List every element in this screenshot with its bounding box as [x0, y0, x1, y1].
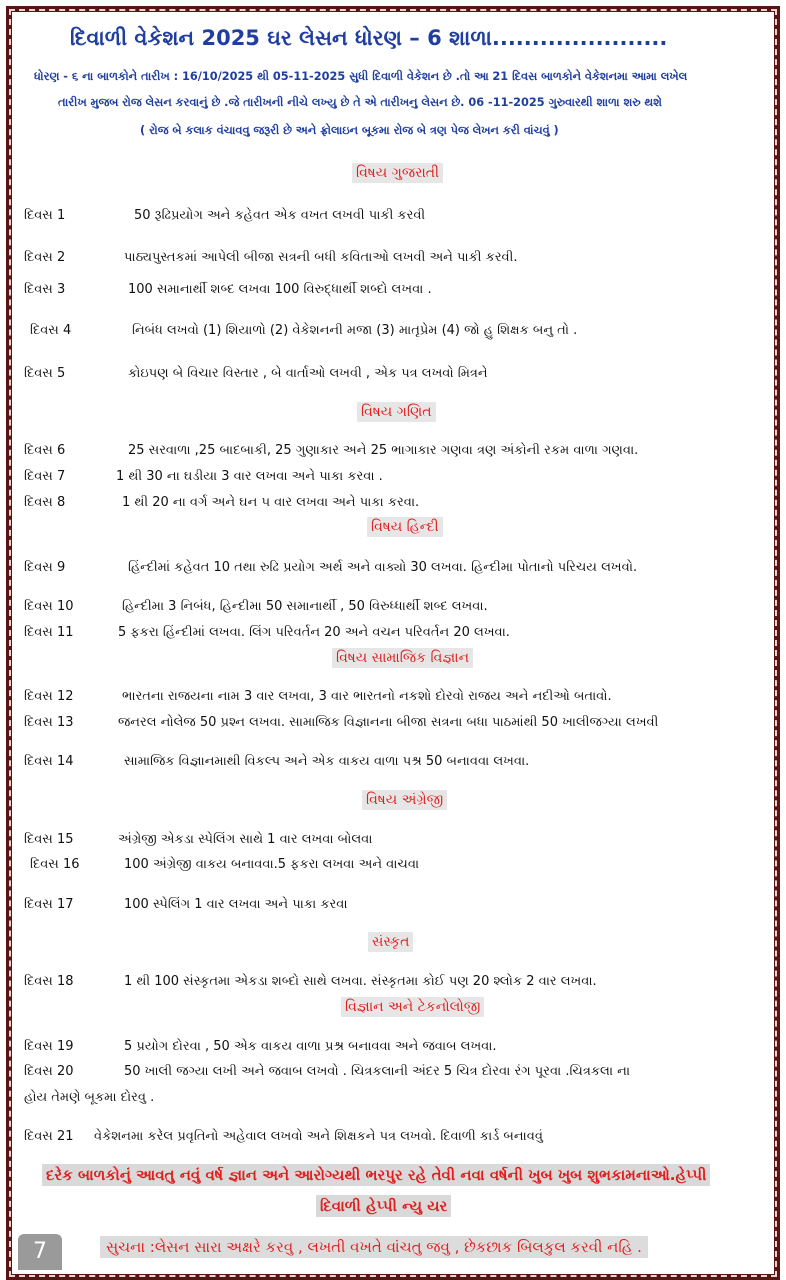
new-year-wish-line-2: દિવાળી હેપ્પી ન્યુ યર [316, 1195, 451, 1217]
day-label: દિવસ 10 [24, 599, 74, 614]
day-label: દિવસ 14 [24, 754, 74, 769]
day-task: 1 થી 100 સંસ્કૃતમા એકડા શબ્દો સાથે લખવા. સંસ્કૃતમા કોઈ પણ 20 શ્લોક 2 વાર લખવા. [124, 974, 597, 989]
subject-heading-social: વિષય સામાજિક વિજ્ઞાન [332, 648, 473, 668]
subject-heading-gujarati: વિષય ગુજરાતી [352, 163, 443, 183]
subject-heading-sanskrit: સંસ્કૃત [368, 932, 413, 952]
day-task: 100 સ્પેલિંગ 1 વાર લખવા અને પાકા કરવા [124, 897, 348, 912]
day-label: દિવસ 12 [24, 689, 74, 704]
day-label: દિવસ 6 [24, 443, 66, 458]
day-task: સામાજિક વિજ્ઞાનમાથી વિકલ્પ અને એક વાકય વાળા પશ્ર 50 બનાવવા લખવા. [124, 754, 530, 769]
day-label: દિવસ 3 [24, 282, 66, 297]
day-label: દિવસ 18 [24, 974, 74, 989]
day-task: 50 ખાલી જગ્યા લખી અને જવાબ લખવો . ચિત્રકલાની અંદર 5 ચિત્ર દોરવા રંગ પૂરવા .ચિત્રકલા ના [124, 1064, 631, 1079]
day-task: 5 પ્રયોગ દોરવા , 50 એક વાકય વાળા પ્રશ્ર બનાવવા અને જવાબ લખવા. [124, 1039, 497, 1054]
day-label: દિવસ 21 [24, 1129, 74, 1144]
day-task: કોઇપણ બે વિચાર વિસ્તાર , બે વાર્તાઓ લખવી , એક પત્ર લખવો મિત્રને [128, 366, 488, 381]
day-task: અંગ્રેજી એકડા સ્પેલિંગ સાથે 1 વાર લખવા બોલવા [118, 832, 373, 847]
day-label: દિવસ 2 [24, 250, 66, 265]
intro-line-3: ( રોજ બે કલાક વંચાવવુ જરૂરી છે અને ફ્રોલાઇન બૂકમા રોજ બે ત્રણ પેજ લેખન કરી વાંચવું ) [140, 124, 559, 137]
day-task: 1 થી 20 ના વર્ગ અને ઘન ૫ વાર લખવા અને પાકા કરવા. [122, 495, 420, 510]
page-title: દિવાળી વેકેશન 2025 ઘર લેસન ધોરણ – 6 શાળા...................... [70, 26, 668, 50]
day-task: વેકેશનમા કરેલ પ્રવૃતિનો અહેવાલ લખવો અને શિક્ષકને પત્ર લખવો. દિવાળી કાર્ડ બનાવવું [94, 1129, 543, 1144]
day-task: હિન્દીમા 3 નિબંધ, હિન્દીમા 50 સમાનાર્થી , 50 વિરુધ્ધાર્થી શબ્દ લખવા. [122, 599, 488, 614]
day-task: ભારતના રાજયના નામ 3 વાર લખવા, 3 વાર ભારતનો નકશો દોરવો રાજય અને નદીઓ બતાવો. [122, 689, 612, 704]
intro-line-1: ધોરણ - ૬ ના બાળકોને તારીખ : 16/10/2025 થી 05-11-2025 સુધી દિવાળી વેકેશન છે .તો આ 21 દિવસ બાળકોને વેકેશનમા આમા લખેલ [34, 70, 688, 83]
day-label: દિવસ 4 [30, 323, 72, 338]
day-label: દિવસ 13 [24, 715, 74, 730]
day-task: 50 રૂઢિપ્રયોગ અને કહેવત એક વખત લખવી પાકી કરવી [134, 208, 426, 223]
day-task: હિંન્દીમાં કહેવત 10 તથા રુઢિ પ્રયોગ અર્થ અને વાક્યો 30 લખવા. હિન્દીમા પોતાનો પરિચય લખવો. [128, 560, 638, 575]
intro-line-2: તારીખ મુજબ રોજ લેસન કરવાનું છે .જે તારીખની નીચે લખ્યુ છે તે એ તારીખનુ લેસન છે. 06 -11-2025 ગુરુવારથી શાળા શરુ થશે [58, 96, 662, 109]
day-task: 5 ફકરા હિંન્દીમાં લખવા. લિંગ પરિવર્તન 20 અને વચન પરિવર્તન 20 લખવા. [118, 625, 510, 640]
day-task: 100 અંગ્રેજી વાકય બનાવવા.5 ફકરા લખવા અને વાચવા [124, 857, 420, 872]
subject-heading-english: વિષય અંગ્રેજી [362, 790, 447, 810]
subject-heading-science: વિજ્ઞાન અને ટેકનોલોજી [341, 997, 484, 1017]
day-label: દિવસ 20 [24, 1064, 74, 1079]
page-number-badge: 7 [18, 1234, 62, 1270]
day-label: દિવસ 11 [24, 625, 74, 640]
page-border [6, 6, 780, 1280]
day-task: 100 સમાનાર્થી શબ્દ લખવા 100 વિરુદ્ધાર્થી શબ્દો લખવા . [128, 282, 432, 297]
day-label: દિવસ 1 [24, 208, 66, 223]
day-task: પાઠ્યપુસ્તકમાં આપેલી બીજા સત્રની બધી કવિતાઓ લખવી અને પાકી કરવી. [124, 250, 518, 265]
day-task: જનરલ નોલેજ 50 પ્રશ્ન લખવા. સામાજિક વિજ્ઞાનના બીજા સત્રના બધા પાઠમાંથી 50 ખાલીજગ્યા લખવી [118, 715, 659, 730]
day-task: 1 થી 30 ના ઘડીયા 3 વાર લખવા અને પાકા કરવા . [116, 469, 383, 484]
day-task-continued: હોય તેમણે બૂકમા દોરવુ . [24, 1090, 155, 1105]
day-label: દિવસ 9 [24, 560, 66, 575]
day-label: દિવસ 8 [24, 495, 66, 510]
day-label: દિવસ 16 [30, 857, 80, 872]
day-task: 25 સરવાળા ,25 બાદબાકી, 25 ગુણાકાર અને 25 ભાગાકાર ગણવા ત્રણ અંકોની રકમ વાળા ગણવા. [128, 443, 639, 458]
day-task: નિબંધ લખવો (1) શિયાળો (2) વેકેશનની મજા (3) માતૃપ્રેમ (4) જો હુ શિક્ષક બનુ તો . [132, 323, 578, 338]
instruction-note: સુચના :લેસન સારા અક્ષરે કરવુ , લખતી વખતે વાંચતુ જવુ , છેકછાક બિલકુલ કરવી નહિ . [100, 1236, 648, 1258]
new-year-wish-line-1: દરેક બાળકોનું આવતુ નવું વર્ષ જ્ઞાન અને આરોગ્યથી ભરપુર રહે તેવી નવા વર્ષની ખુબ ખુબ શુભકામનાઓ.હેપ્પી [42, 1164, 710, 1186]
day-label: દિવસ 5 [24, 366, 66, 381]
subject-heading-maths: વિષય ગણિત [357, 402, 436, 422]
day-label: દિવસ 19 [24, 1039, 74, 1054]
subject-heading-hindi: વિષય હિન્દી [367, 517, 443, 537]
day-label: દિવસ 7 [24, 469, 66, 484]
day-label: દિવસ 15 [24, 832, 74, 847]
day-label: દિવસ 17 [24, 897, 74, 912]
